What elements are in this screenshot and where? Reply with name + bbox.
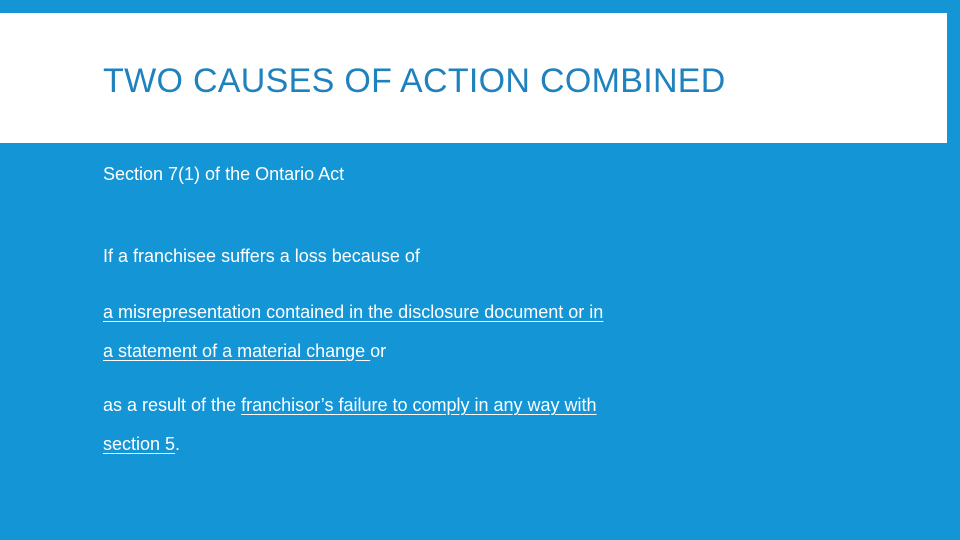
section-reference: Section 7(1) of the Ontario Act (103, 164, 345, 184)
cause-one-line-2 (103, 339, 386, 363)
slide-title: TWO CAUSES OF ACTION COMBINED (103, 62, 726, 100)
or-text: or (370, 341, 387, 361)
cause-two-line-1 (103, 393, 597, 417)
franchisor-failure-link[interactable]: franchisor’s failure to comply in any way with (241, 395, 597, 415)
material-change-link[interactable]: a statement of a material change (103, 341, 371, 361)
intro-text: If a franchisee suffers a loss because of (103, 246, 420, 266)
cause-two-line-2 (103, 432, 180, 456)
section-5-link[interactable]: section 5 (103, 434, 176, 454)
period-text: . (175, 434, 181, 454)
cause-one-line-1 (103, 300, 603, 324)
misrepresentation-link[interactable]: a misrepresentation contained in the disclosure document or in (103, 302, 604, 322)
cause-two-prefix: as a result of the (103, 395, 242, 415)
